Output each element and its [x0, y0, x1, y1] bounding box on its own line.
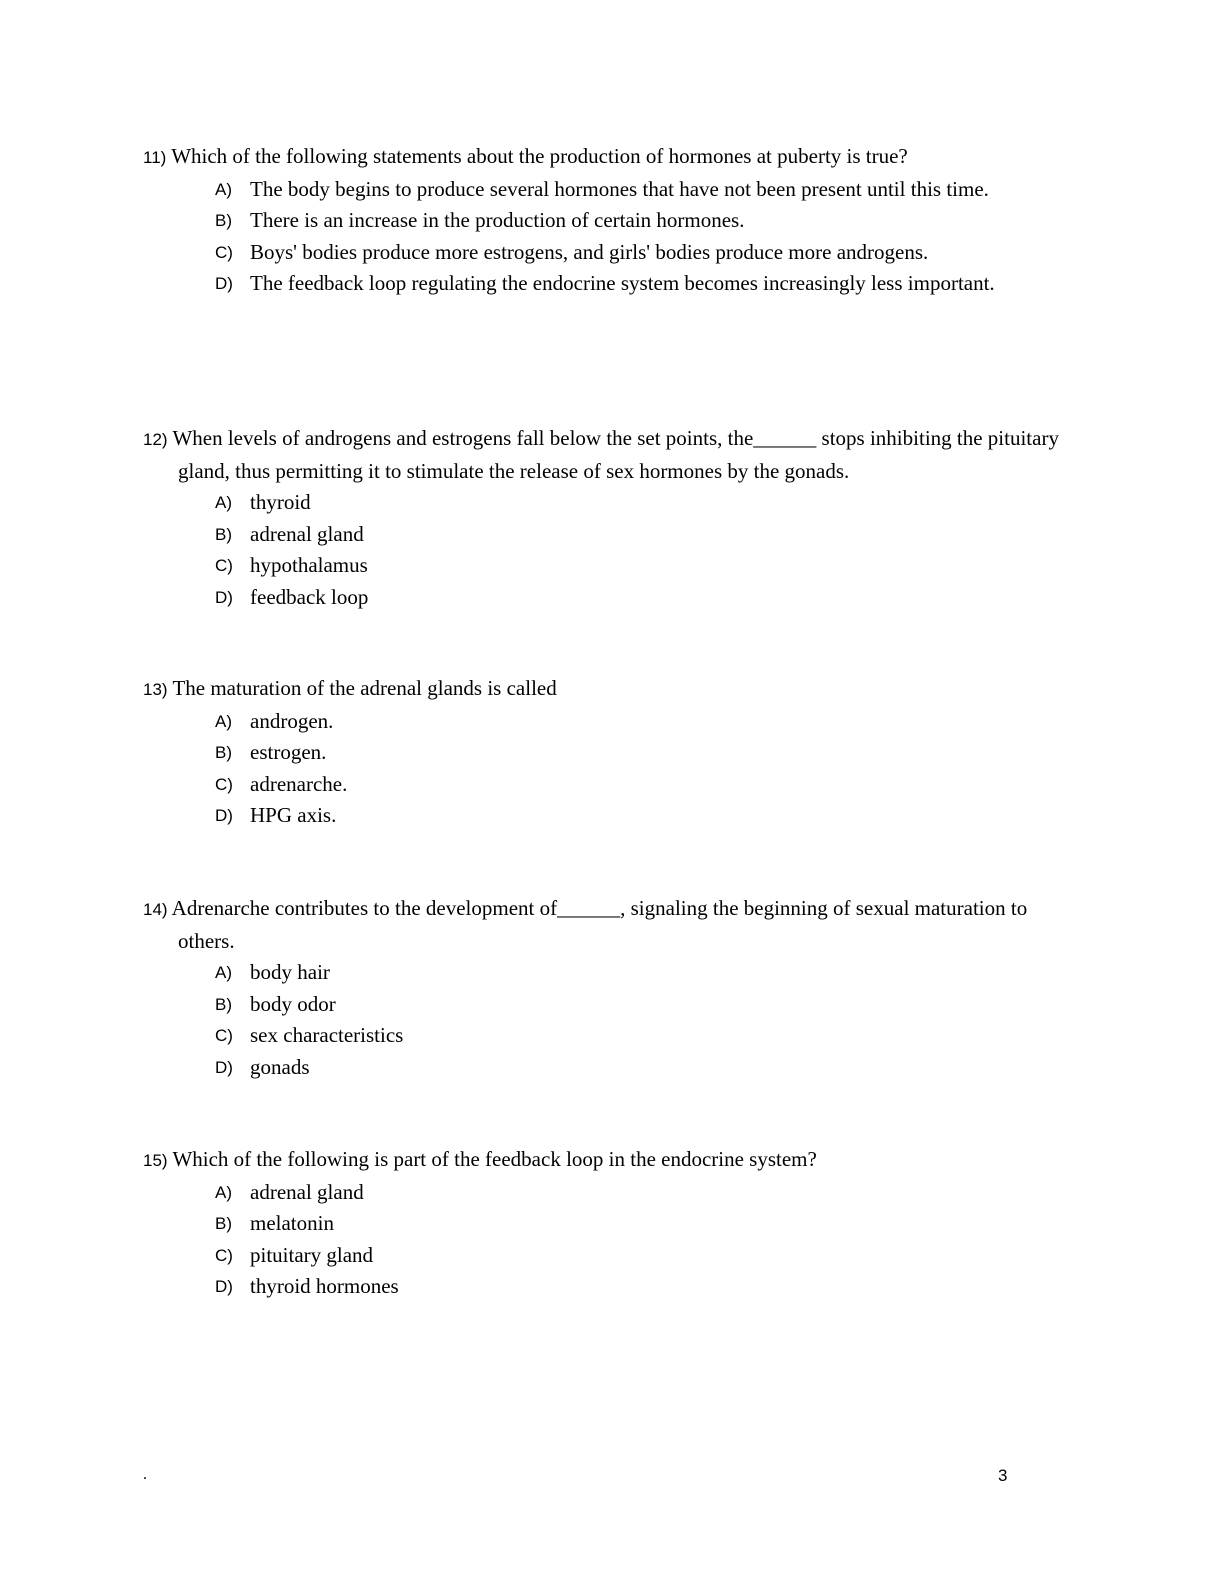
question-13	[143, 673, 1073, 832]
option-letter: D)	[215, 274, 233, 293]
option-letter: A)	[215, 711, 232, 731]
option-b	[215, 1208, 1073, 1240]
option-text: estrogen.	[250, 740, 327, 764]
option-letter: B)	[215, 1214, 232, 1233]
question-stem	[143, 423, 1073, 487]
option-letter: D)	[215, 1277, 233, 1296]
option-text: body odor	[250, 991, 336, 1016]
option-letter: B)	[215, 211, 232, 230]
option-b	[215, 519, 1073, 551]
question-number: 11)	[143, 148, 167, 167]
option-c	[215, 1020, 1073, 1052]
option-text: The feedback loop regulating the endocrine system becomes increasingly less important.	[250, 271, 995, 295]
option-letter: D)	[215, 1057, 233, 1077]
option-text: gonads	[250, 1054, 310, 1079]
option-text: adrenal gland	[250, 521, 364, 546]
option-a	[215, 706, 1073, 738]
option-letter: A)	[215, 179, 232, 199]
question-number: 13)	[143, 680, 168, 699]
question-text: When levels of androgens and estrogens fall below the set points, the______ stops inhibiting the pituitary gland, thus permitting it to stimulate the release of sex hormones by the gonads.	[172, 426, 1059, 483]
question-number: 15)	[143, 1151, 168, 1170]
question-11	[143, 141, 1073, 300]
option-letter: A)	[215, 963, 232, 982]
option-text: body hair	[250, 960, 330, 984]
option-letter: D)	[215, 587, 233, 607]
option-letter: C)	[215, 1245, 233, 1265]
option-text: thyroid	[250, 490, 311, 514]
option-text: There is an increase in the production of certain hormones.	[250, 208, 745, 232]
question-stem	[143, 1144, 1073, 1177]
question-14	[143, 893, 1073, 1083]
option-a	[215, 1177, 1073, 1209]
question-text: The maturation of the adrenal glands is called	[172, 676, 557, 700]
question-text: Which of the following is part of the feedback loop in the endocrine system?	[172, 1147, 817, 1171]
option-d	[215, 268, 1073, 300]
option-text: The body begins to produce several hormones that have not been present until this time.	[250, 176, 989, 201]
option-text: Boys' bodies produce more estrogens, and girls' bodies produce more androgens.	[250, 239, 929, 264]
option-text: pituitary gland	[250, 1242, 374, 1267]
option-letter: D)	[215, 806, 233, 825]
question-15	[143, 1144, 1073, 1303]
option-letter: B)	[215, 743, 232, 762]
option-text: androgen.	[250, 708, 334, 733]
question-text: Adrenarche contributes to the development of______, signaling the beginning of sexual maturation to others.	[171, 896, 1028, 953]
option-text: feedback loop	[250, 584, 369, 609]
option-letter: C)	[215, 556, 233, 575]
option-letter: A)	[215, 493, 232, 512]
option-letter: B)	[215, 524, 232, 544]
option-d	[215, 800, 1073, 832]
option-text: adrenal gland	[250, 1179, 364, 1204]
option-d	[215, 1052, 1073, 1084]
option-a	[215, 487, 1073, 519]
option-c	[215, 237, 1073, 269]
question-number: 14)	[143, 900, 168, 919]
option-d	[215, 582, 1073, 614]
option-letter: C)	[215, 242, 233, 262]
option-letter: B)	[215, 994, 232, 1014]
option-letter: C)	[215, 774, 233, 794]
option-b	[215, 737, 1073, 769]
option-c	[215, 769, 1073, 801]
option-text: hypothalamus	[250, 553, 368, 577]
option-a	[215, 957, 1073, 989]
option-text: adrenarche.	[250, 771, 348, 796]
option-d	[215, 1271, 1073, 1303]
option-letter: C)	[215, 1026, 233, 1045]
question-text: Which of the following statements about the production of hormones at puberty is true?	[171, 144, 908, 168]
question-number: 12)	[143, 430, 168, 449]
question-stem	[143, 141, 1073, 174]
option-text: melatonin	[250, 1211, 334, 1235]
footer-mark: .	[143, 1466, 147, 1483]
option-text: HPG axis.	[250, 803, 337, 827]
question-stem	[143, 893, 1073, 957]
page-number: 3	[998, 1466, 1008, 1485]
option-a	[215, 174, 1073, 206]
option-b	[215, 989, 1073, 1021]
option-text: sex characteristics	[250, 1023, 404, 1047]
option-letter: A)	[215, 1182, 232, 1202]
option-c	[215, 1240, 1073, 1272]
question-stem	[143, 673, 1073, 706]
option-b	[215, 205, 1073, 237]
question-12	[143, 423, 1073, 613]
option-c	[215, 550, 1073, 582]
option-text: thyroid hormones	[250, 1274, 399, 1298]
